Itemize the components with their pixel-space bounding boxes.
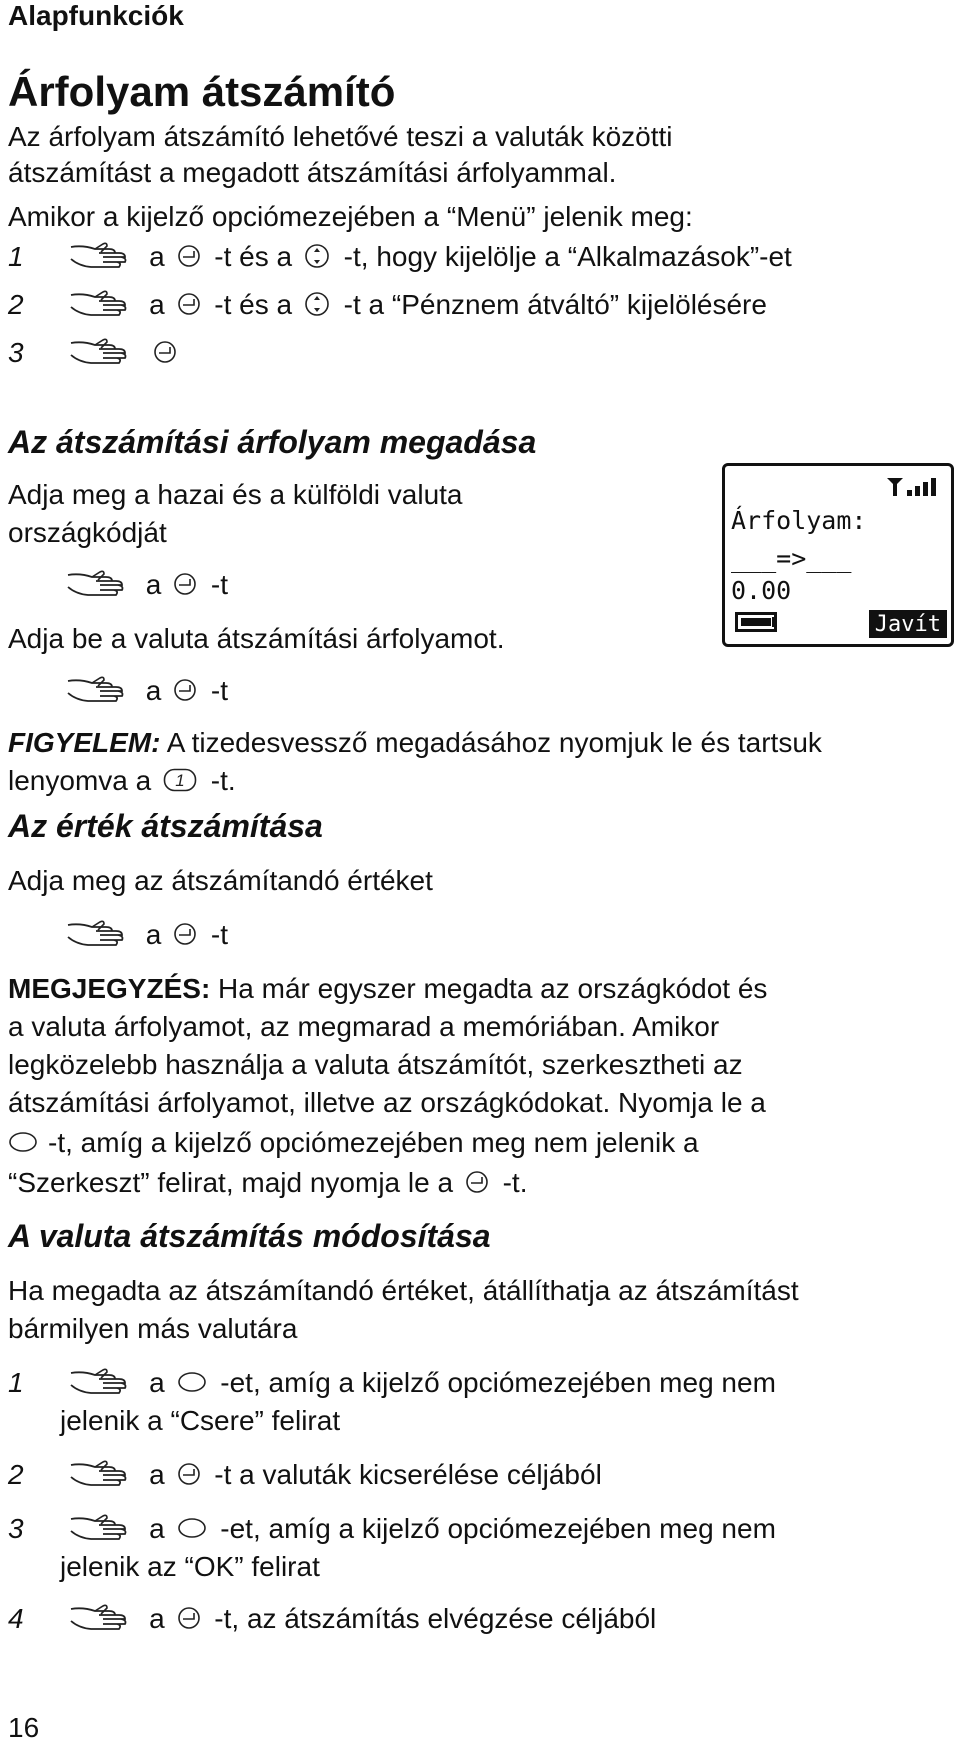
battery-cap [772,617,776,627]
press-hand-icon [66,675,130,705]
modify-step-2: 2 a -t a valuták kicserélése céljából [8,1459,602,1490]
soft-key-right-icon [173,922,197,946]
key-1-label: 1 [175,770,185,790]
step-number: 2 [8,289,24,320]
nav-key-icon [304,243,330,269]
modify-step-1: 1 a -et, amíg a kijelző opciómezejében meg nem [8,1367,776,1398]
battery-icon [735,612,777,632]
convert-note-line-5: -t, amíg a kijelző opciómezejében meg nem jelenik a [8,1124,699,1162]
section-heading-rate: Az átszámítási árfolyam megadása [8,424,537,460]
section-heading-convert: Az érték átszámítása [8,808,323,844]
screen-currency-codes: ___=>___ [731,544,852,573]
soft-key-right-icon [177,292,201,316]
soft-key-right-icon [153,340,177,364]
modify-text-line-1: Ha megadta az átszámítandó értéket, átállíthatja az átszámítást [8,1275,799,1306]
convert-note-line-2: a valuta árfolyamot, az megmarad a memóriában. Amikor [8,1011,720,1042]
modify-text-line-2: bármilyen más valutára [8,1313,298,1344]
rate-text-line-2: országkódját [8,517,167,548]
soft-key-right-icon [177,1462,201,1486]
note-label: MEGJEGYZÉS: [8,973,211,1004]
modify-step-4: 4 a -t, az átszámítás elvégzése céljából [8,1603,657,1634]
convert-press: a -t [62,916,228,954]
step-number: 3 [8,337,24,368]
convert-note-line-4: átszámítási árfolyamot, illetve az országkódokat. Nyomja le a [8,1087,766,1118]
scroll-key-icon [177,1517,207,1539]
rate-text-line-1: Adja meg a hazai és a külföldi valuta [8,479,463,510]
press-hand-icon [69,241,133,271]
section-header: Alapfunkciók [8,0,184,31]
signal-strength-icon [885,476,943,498]
modify-step-1-line-2: jelenik a “Csere” felirat [60,1405,341,1436]
scroll-key-icon [8,1131,38,1153]
step-number: 3 [8,1513,24,1544]
page-number: 16 [8,1712,40,1743]
convert-note-line-1: MEGJEGYZÉS: Ha már egyszer megadta az országkódot és [8,973,768,1004]
soft-key-right-icon [177,1606,201,1630]
key-1-icon [163,768,197,792]
press-hand-icon [66,919,130,949]
step-2: 2 a -t és a -t a “Pénznem átváltó” kijelölésére [8,289,767,320]
step-3 [8,334,183,372]
convert-note-line-3: legközelebb használja a valuta átszámítót, szerkesztheti az [8,1049,743,1080]
section-heading-modify: A valuta átszámítás módosítása [8,1218,491,1254]
soft-key-right-icon [173,678,197,702]
nav-key-icon [304,291,330,317]
press-hand-icon [69,1459,133,1489]
step-number: 1 [8,1367,24,1398]
step-number: 4 [8,1603,24,1634]
press-hand-icon [69,337,133,367]
rate-note-line-1: FIGYELEM: A tizedesvessző megadásához nyomjuk le és tartsuk [8,727,822,758]
rate-text-2: Adja be a valuta átszámítási árfolyamot. [8,623,505,654]
press-hand-icon [69,1513,133,1543]
intro-line-3: Amikor a kijelző opciómezejében a “Menü” jelenik meg: [8,201,693,232]
intro-line-2: átszámítást a megadott átszámítási árfolyammal. [8,157,617,188]
screen-rate-value: 0.00 [731,576,792,605]
rate-press-2: a -t [62,672,228,710]
press-hand-icon [69,1603,133,1633]
page-title: Árfolyam átszámító [8,68,396,115]
modify-step-3: 3 a -et, amíg a kijelző opciómezejében meg nem [8,1513,776,1544]
phone-screen [722,463,954,647]
modify-step-3-line-2: jelenik az “OK” felirat [60,1551,320,1582]
screen-label: Árfolyam: [731,506,867,535]
step-1: 1 a -t és a -t, hogy kijelölje a “Alkalmazások”-et [8,241,792,272]
soft-key-right-icon [173,572,197,596]
rate-note-line-2: lenyomva a 1 -t. [8,765,236,796]
press-hand-icon [69,289,133,319]
soft-key-right-icon [177,244,201,268]
scroll-key-icon [177,1371,207,1393]
press-hand-icon [69,1367,133,1397]
soft-key-right-icon [465,1170,489,1194]
step-number: 2 [8,1459,24,1490]
press-hand-icon [66,569,130,599]
step-number: 1 [8,241,24,272]
intro-line-1: Az árfolyam átszámító lehetővé teszi a valuták közötti [8,121,673,152]
softkey-edit: Javít [869,610,947,638]
convert-text: Adja meg az átszámítandó értéket [8,865,433,896]
rate-press-1: a -t [62,566,228,604]
note-label: FIGYELEM: [8,727,161,758]
convert-note-line-6: “Szerkeszt” felirat, majd nyomja le a -t. [8,1167,528,1198]
